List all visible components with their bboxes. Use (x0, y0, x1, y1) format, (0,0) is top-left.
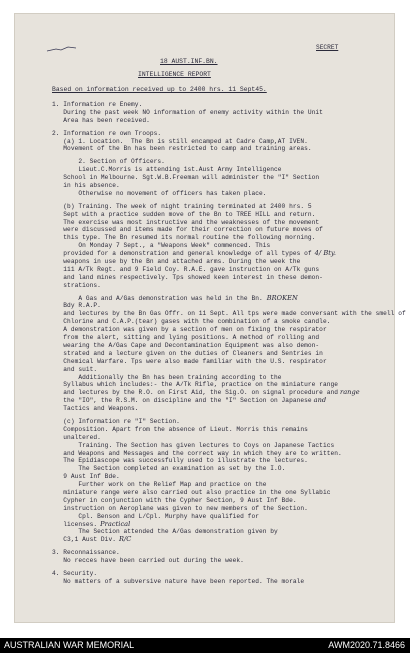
report-line: Cypher in conjunction with the Cypher Section, 9 Aust Inf Bde. (52, 496, 297, 504)
report-line: C3,1 Aust Div. R/C (52, 535, 132, 544)
report-line: and Weapons and Messages and the correct way in which they are to written. (52, 449, 342, 457)
report-line: instruction on Aeroplane was given to new members of the Section. (52, 504, 308, 512)
footer-institution: AUSTRALIAN WAR MEMORIAL (4, 640, 135, 650)
report-line: Further work on the Relief Map and practice on the (52, 481, 267, 489)
report-line: licenses. Practical (52, 519, 131, 528)
report-line: Otherwise no movement of officers has taken place. (52, 189, 267, 197)
report-line: and lectures by the R.O. on First Aid, the Sig.O. on signal procedure and range (52, 388, 360, 397)
report-line: A Gas and A/Gas demonstration was held in the Bn. BROKEN (52, 293, 298, 302)
report-line: Area has been received. (52, 116, 150, 124)
report-line: Tactics and Weapons. (52, 405, 139, 413)
unit-title: 18 AUST.INF.BN. (160, 58, 218, 65)
report-line: strated and a lecture given on the duties of Cleaners and Sentries in (52, 349, 323, 357)
report-body (52, 101, 406, 586)
report-line: and land mines respectively. Tps showed keen interest in these demon- (52, 273, 323, 281)
report-line: Movement of the Bn has been restricted to camp and training areas. (52, 145, 312, 153)
report-line: Training. The Section has given lectures to Coys on Japanese Tactics (52, 441, 335, 449)
report-line: No matters of a subversive nature have been reported. The morale (52, 577, 305, 585)
report-line: wearing the A/Gas Cape and Decontamination Equipment was also demon- (52, 341, 320, 349)
handwritten-annotation: and (313, 396, 327, 405)
report-line: from the alert, sitting and lying positions. A method of rolling and (52, 334, 320, 342)
footer-bar (0, 638, 410, 653)
report-line: 3. Reconnaissance. (52, 549, 120, 557)
report-line: Bdy R.A.P. (52, 302, 101, 310)
classification-label: SECRET (316, 44, 339, 51)
report-line: in his absence. (52, 182, 120, 190)
handwritten-annotation: R/C (118, 535, 132, 544)
report-subtitle: Based on information received up to 2400 hrs. 11 Sept45. (52, 86, 267, 93)
report-line: The Section completed an examination as set by the I.O. (52, 465, 286, 473)
report-line: 4. Security. (52, 569, 98, 577)
report-line: Chemical Warfare. Tps were also made familiar with the U.S. respirator (52, 357, 327, 365)
report-line: were discussed and items made for their correction on future moves of (52, 226, 323, 234)
report-line: Chlorine and C.A.P.(tear) gases with the combination of a smoke candle. (52, 318, 331, 326)
report-line: weapons in use by the Bn and attached arms. During the week the (52, 258, 301, 266)
report-line: this type. The Bn resumed its normal routine the following morning. (52, 234, 316, 242)
report-line: Additionally the Bn has been training according to the (52, 373, 282, 381)
report-line: Syllabus which includes:- the A/Tk Rifle, practice on the miniature range (52, 381, 338, 389)
report-line: No recces have been carried out during the week. (52, 557, 244, 565)
report-line: (b) Training. The week of night training terminated at 2400 hrs. 5 (52, 202, 312, 210)
report-lines (52, 101, 406, 586)
report-line: Sept with a practice sudden move of the Bn to TREE HILL and return. (52, 210, 316, 218)
footer-accession-number: AWM2020.71.8466 (328, 640, 405, 650)
report-line: (a) 1. Location. The Bn is still encamped at Cadre Camp,AT IVEN. (52, 137, 308, 145)
report-line: miniature range were also carried out also practice in the one Syllabic (52, 488, 331, 496)
report-line: The Section attended the A/Gas demonstration given by (52, 528, 278, 536)
handwritten-annotation: BROKEN (266, 293, 298, 302)
report-line: School in Melbourne. Sgt.W.B.Freeman will administer the "I" Section (52, 174, 320, 182)
report-line: The Epidiascope was successfully used to illustrate the lectures. (52, 457, 308, 465)
report-line: During the past week NO information of enemy activity within the Unit (52, 108, 323, 116)
report-line: and suit. (52, 365, 98, 373)
report-line: 2. Section of Officers. (52, 158, 165, 166)
report-line: 9 Aust Inf Bde. (52, 473, 120, 481)
report-line: unaltered. (52, 433, 101, 441)
report-line: The exercise was most instructive and the weaknesses of the movement (52, 218, 320, 226)
report-line: the "IO", the R.S.M. on discipline and the "I" Section on Japanese and (52, 396, 327, 405)
report-line: (c) Information re "I" Section. (52, 417, 180, 425)
report-title: INTELLIGENCE REPORT (138, 71, 211, 78)
report-line: 2. Information re own Troops. (52, 129, 162, 137)
report-line: 1. Information re Enemy. (52, 101, 143, 108)
report-line: 111 A/Tk Regt. and 9 Field Coy. R.A.E. gave instruction on A/Tk guns (52, 265, 320, 273)
report-line: Composition. Apart from the absence of Lieut. Morris this remains (52, 425, 308, 433)
handwritten-annotation: range (340, 388, 360, 397)
handwritten-annotation: 4/ Bty. (314, 249, 336, 258)
report-line: On Monday 7 Sept., a "Weapons Week" commenced. This (52, 242, 271, 250)
report-line: provided for a demonstration and general knowledge of all types of 4/ Bty. (52, 249, 336, 258)
handwritten-annotation: Practical (100, 519, 131, 528)
report-line: and lectures by the Bn Gas Offr. on 11 Sept. All tps were made conversant with the smell of (52, 310, 406, 318)
report-line: Lieut.C.Morris is attending 1st.Aust Army Intelligence (52, 166, 282, 174)
report-line: Cpl. Benson and L/Cpl. Murphy have qualified for (52, 512, 259, 520)
report-line: A demonstration was given by a section of men on fixing the respirator (52, 326, 327, 334)
report-line: strations. (52, 281, 101, 289)
pen-mark-icon (46, 45, 80, 55)
